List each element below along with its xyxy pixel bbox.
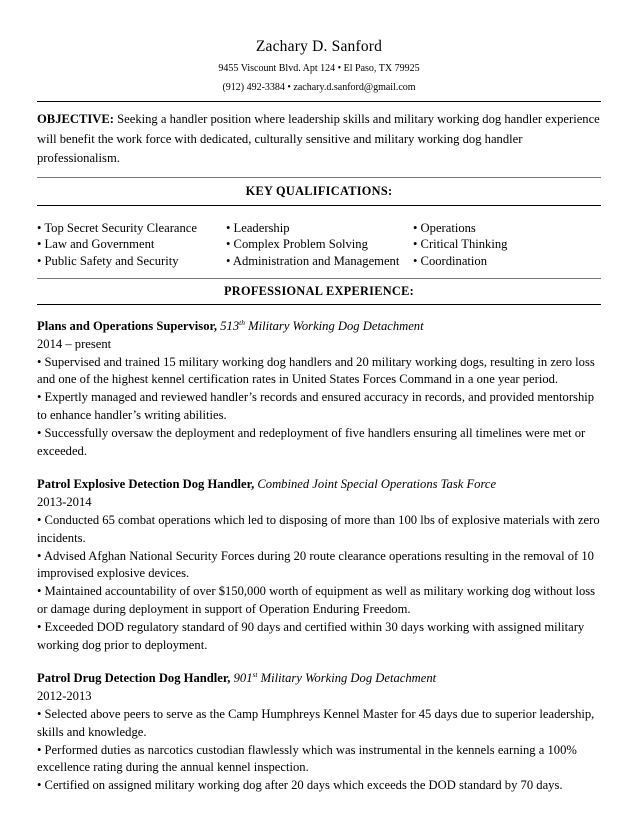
phone-email-line: (912) 492-3384 • zachary.d.sanford@gmail.com [222, 82, 416, 93]
job-bullet: • Expertly managed and reviewed handler’s records and ensured accuracy in records, and provided mentorship to enhance handler’s writing abilities. [37, 390, 595, 422]
job-bullet: • Selected above peers to serve as the Camp Humphreys Kennel Master for 45 days due to superior leadership, skills and knowledge. [37, 706, 595, 739]
objective-text: Seeking a handler position where leadership skills and military working dog handler experience will benefit the work force with dedicated, culturally sensitive and military working dog handler professionalism. [37, 112, 600, 165]
job-dates: 2014 – present [37, 336, 112, 351]
qualification-item: • Leadership [226, 220, 290, 235]
job-entry-2 [37, 476, 601, 654]
job-bullet: • Maintained accountability of over $150,000 worth of equipment as well as military working dog without loss or damage during deployment in support of Operation Enduring Freedom. [37, 584, 596, 616]
qualification-item: • Complex Problem Solving [226, 237, 368, 251]
qualifications-column-2 [226, 220, 413, 270]
qualification-item: • Law and Government [37, 237, 155, 251]
qualification-item: • Public Safety and Security [37, 253, 179, 268]
job-title: Patrol Drug Detection Dog Handler, [37, 671, 231, 686]
qualification-item: • Critical Thinking [413, 237, 508, 251]
qualifications-bottom-rule [37, 205, 601, 206]
qualifications-column-1 [37, 220, 226, 270]
qualifications-heading: KEY QUALIFICATIONS: [245, 183, 393, 198]
job-heading [37, 670, 601, 688]
job-bullet: • Certified on assigned military working dog after 20 days which exceeds the DOD standard by 70 days. [37, 778, 563, 793]
qualifications-grid [37, 220, 601, 270]
job-heading [37, 476, 601, 494]
job-organization: 513th Military Working Dog Detachment [220, 317, 424, 333]
qualifications-top-rule [37, 177, 601, 178]
job-title: Plans and Operations Supervisor, [37, 319, 218, 333]
resume-page [37, 0, 601, 795]
qualification-item: • Top Secret Security Clearance [37, 220, 197, 235]
job-dates: 2012-2013 [37, 689, 92, 704]
candidate-name: Zachary D. Sanford [255, 38, 383, 55]
job-entry-3 [37, 670, 601, 795]
objective-label: OBJECTIVE: [37, 112, 114, 126]
job-bullet: • Supervised and trained 15 military working dog handlers and 20 military working dogs, resulting in zero loss and one of the highest kennel certification rates in United States Forces Command in a one year period. [37, 354, 595, 387]
header-divider [37, 101, 601, 102]
experience-heading: PROFESSIONAL EXPERIENCE: [224, 284, 414, 298]
job-bullet: • Performed duties as narcotics custodian flawlessly which was instrumental in the kennels earning a 100% excellence rating during the annual kennel inspection. [37, 742, 577, 775]
objective-section [37, 110, 601, 169]
qualification-item: • Coordination [413, 253, 488, 268]
address-line: 9455 Viscount Blvd. Apt 124 • El Paso, TX 79925 [218, 63, 420, 74]
job-bullet: • Advised Afghan National Security Forces during 20 route clearance operations resulting in the removal of 10 improvised explosive devices. [37, 548, 594, 581]
job-organization: 901st Military Working Dog Detachment [233, 670, 437, 686]
job-bullet: • Exceeded DOD regulatory standard of 90 days and certified within 30 days working with assigned military working dog prior to deployment. [37, 619, 585, 652]
job-bullet: • Conducted 65 combat operations which led to disposing of more than 100 lbs of explosive materials with zero incidents. [37, 512, 600, 545]
qualification-item: • Administration and Management [226, 253, 400, 268]
resume-header [37, 37, 601, 94]
job-dates: 2013-2014 [37, 495, 92, 510]
experience-top-rule [37, 278, 601, 279]
job-heading [37, 318, 601, 336]
qualification-item: • Operations [413, 220, 476, 235]
job-bullet: • Successfully oversaw the deployment and redeployment of five handlers ensuring all timelines were met or exceeded. [37, 425, 586, 458]
job-entry-1 [37, 318, 601, 460]
job-organization: Combined Joint Special Operations Task Force [257, 477, 497, 492]
qualifications-column-3 [413, 220, 601, 270]
job-title: Patrol Explosive Detection Dog Handler, [37, 477, 255, 492]
experience-bottom-rule [37, 304, 601, 305]
